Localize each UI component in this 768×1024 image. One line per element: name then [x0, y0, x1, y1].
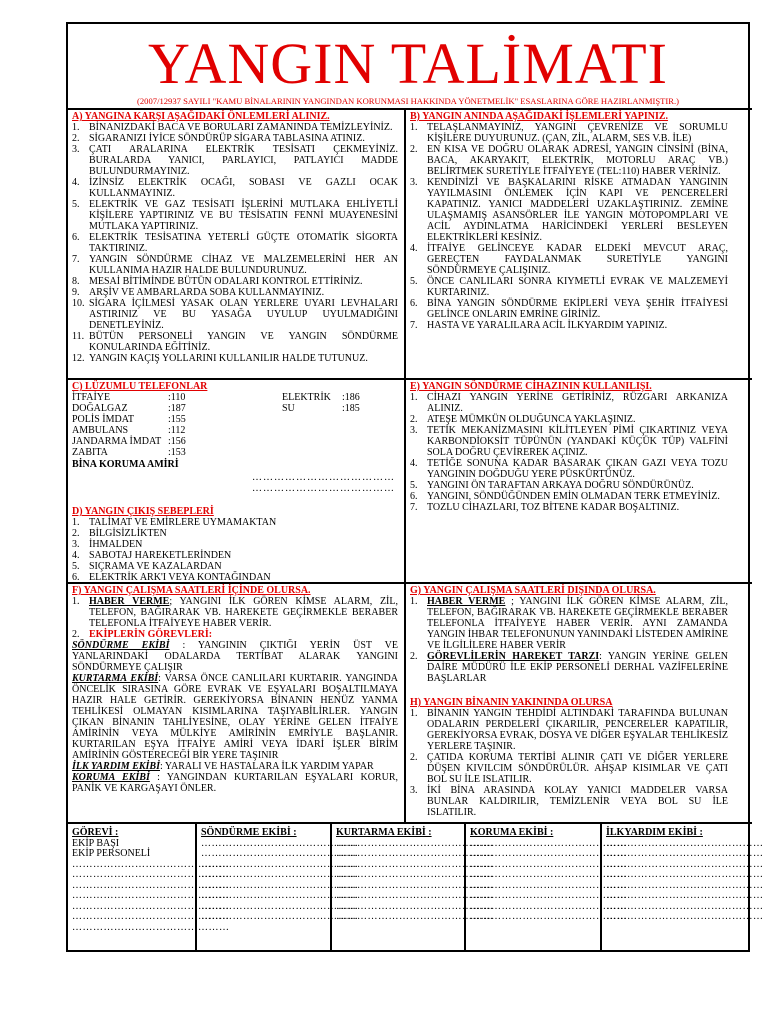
section-f — [72, 585, 398, 821]
phone-row — [72, 447, 282, 458]
list-item-number: 7. — [410, 502, 418, 513]
list-item-text: TETİĞE SONUNA KADAR BASARAK ÇIKAN GAZI VEYA TOZU YANGININ DOĞDUĞU YERE PÜSKÜRTÜNÜZ. — [427, 458, 728, 480]
list-item — [72, 353, 398, 364]
list-item-number: 3. — [72, 539, 80, 550]
list-item — [410, 177, 728, 243]
divider-center — [404, 108, 406, 822]
list-item-number: 11. — [72, 331, 85, 342]
phone-number: :110 — [168, 392, 186, 403]
list-item — [410, 144, 728, 177]
list-item-text: SABOTAJ HAREKETLERİNDEN — [89, 550, 232, 561]
list-item — [72, 232, 398, 254]
dot-line: ……………………………………… — [470, 869, 628, 880]
dot-line: ……………………………………… — [606, 869, 764, 880]
list-item: 1. HABER VERME; YANGINI İLK GÖREN KİMSE ALARM, ZİL, TELEFON, BAĞIRARAK VB. HAREKETE GEÇİRMEKLE BERABER TELEFONLA İTFAİYEYE HABER VERİR. — [72, 596, 398, 629]
list-item — [410, 414, 728, 425]
list-item-number: 1. — [410, 392, 418, 403]
phone-number: :156 — [168, 436, 186, 447]
phone-name: JANDARMA İMDAT — [72, 436, 162, 447]
dot-line: ……………………………………… — [72, 911, 230, 922]
footer-gorevi-header: GÖREVİ : — [72, 827, 119, 838]
hareket-tarzi-text: : YANGIN YERİNE GELEN DAİRE MÜDÜRÜ İLE EKİP PERSONELİ DERHAL VAZİFELERİNE BAŞLARLAR — [427, 651, 728, 684]
section-b-heading: B) YANGIN ANINDA AŞAĞIDAKİ İŞLEMLERİ YAPINIZ. — [410, 111, 669, 122]
list-item-number: 3. — [410, 177, 418, 188]
divider-row2 — [68, 378, 752, 380]
list-item-text: SİGARANIZI İYİCE SÖNDÜRÜP SİGARA TABLASINA ATINIZ. — [89, 133, 365, 144]
list-item — [72, 539, 398, 550]
dot-line: ……………………………………… — [606, 879, 764, 891]
sondurme-ekibi-paragraph — [72, 640, 398, 673]
list-item-number: 5. — [410, 276, 418, 287]
list-item — [410, 458, 728, 480]
footer-col-koruma — [470, 827, 628, 923]
dot-line: ……………………………………… — [72, 869, 230, 880]
dot-line: ……………………………………… — [201, 858, 359, 870]
list-item-text: İHMALDEN — [89, 539, 143, 550]
dot-line: ……………………………………… — [201, 900, 359, 912]
phone-number: :186 — [342, 392, 360, 403]
haber-verme-text: ; YANGINI İLK GÖREN KİMSE ALARM, ZİL, TELEFON, BAĞIRARAK VB. HAREKETE GEÇİRMEKLE BERABER TELEFONLA İTFAİYEYE HABER VERİR. — [89, 596, 398, 629]
section-h — [410, 697, 728, 821]
phone-row — [72, 436, 282, 447]
list-item — [410, 480, 728, 491]
building-security-chief-label: BİNA KORUMA AMİRİ — [72, 459, 179, 470]
dot-line: ……………………………………… — [201, 879, 359, 891]
dot-line: ……………………………………… — [336, 911, 494, 922]
section-d — [72, 506, 398, 581]
list-item-number: 4. — [410, 243, 418, 254]
list-item-text: TALİMAT VE EMİRLERE UYMAMAKTAN — [89, 517, 277, 528]
list-item — [72, 287, 398, 298]
phone-name: POLİS İMDAT — [72, 414, 134, 425]
list-item — [72, 254, 398, 276]
list-item: 2. GÖREVLİLERİN HAREKET TARZI: YANGIN YERİNE GELEN DAİRE MÜDÜRÜ İLE EKİP PERSONELİ DERHAL VAZİFELERİNE BAŞLARLAR — [410, 651, 728, 684]
hareket-tarzi-label: GÖREVLİLERİN HAREKET TARZI — [427, 651, 600, 662]
phone-number: :155 — [168, 414, 186, 425]
section-b — [410, 111, 728, 377]
list-item-number: 4. — [72, 550, 80, 561]
kurtarma-ekibi-text: : VARSA ÖNCE CANLILARI KURTARIR. YANGINDA ÖNCELİK SIRASINA GÖRE EVRAK VE EŞYALARI BOŞALTILMAYA HAZIR HALE GETİRİR. GEREKİYORSA BİNANIN HENÜZ YANMA TEHLİKESİ OLMAYAN KISIMLARINA TAŞIYABİLİRLER. YANGIN ÇIKAN BİNANIN TAHLİYESİNE, OLAY YERİNE GELEN İTFAİYE AMİRİNİN VEYA MÜLKİYE AMİRİNİN EMRİYLE BAŞLANIR. KURTARILAN EŞYA İTFAİYE AMİRİ VEYA İDARİ İŞLER BİRİM AMİRİNİN GÖSTERECEĞİ BİR YERE TAŞINIR — [72, 673, 398, 761]
list-item: 2. EKİPLERİN GÖREVLERİ: — [72, 629, 213, 640]
list-item — [72, 133, 398, 144]
list-item-number: 6. — [72, 572, 80, 583]
list-item — [410, 708, 728, 752]
list-item-number: 8. — [72, 276, 80, 287]
phone-name: AMBULANS — [72, 425, 129, 436]
section-c — [72, 381, 398, 496]
list-item-text: İZİNSİZ ELEKTRİK OCAĞI, SOBASI VE GAZLI OCAK KULLANMAYINIZ. — [89, 177, 398, 199]
list-item-number: 5. — [410, 480, 418, 491]
section-e-heading: E) YANGIN SÖNDÜRME CİHAZININ KULLANILIŞI. — [410, 381, 652, 392]
list-item — [72, 298, 398, 331]
dot-line: ……………………………………… — [606, 890, 764, 901]
section-d-list — [72, 517, 398, 583]
section-h-list — [410, 708, 728, 818]
list-item-number: 3. — [72, 144, 80, 155]
list-item — [72, 177, 398, 199]
section-g — [410, 585, 728, 695]
dot-line: ……………………………………… — [336, 837, 494, 849]
phone-row — [72, 414, 282, 425]
section-f-heading: F) YANGIN ÇALIŞMA SAATLERİ İÇİNDE OLURSA. — [72, 585, 311, 596]
ilkyardim-ekibi-paragraph — [72, 761, 398, 772]
dot-line: ……………………………………… — [606, 858, 764, 870]
dot-line: ……………………………………… — [201, 848, 359, 859]
dot-line: ……………………………………… — [336, 858, 494, 870]
section-g-list — [410, 596, 728, 684]
dot-line: ……………………………………… — [606, 837, 764, 849]
list-item-text: BİNANIZDAKİ BACA VE BORULARI ZAMANINDA TEMİZLEYİNİZ. — [89, 122, 393, 133]
dot-line: ……………………………………… — [72, 921, 230, 933]
list-item-text: YANGINI ÖN TARAFTAN ARKAYA DOĞRU SÖNDÜRÜNÜZ. — [427, 480, 694, 491]
list-item — [72, 122, 398, 133]
koruma-ekibi-label: KORUMA EKİBİ — [72, 772, 150, 783]
section-d-heading: D) YANGIN ÇIKIŞ SEBEPLERİ — [72, 506, 214, 517]
list-item-text: İTFAİYE GELİNCEYE KADAR ELDEKİ MEVCUT ARAÇ, GEREÇTEN FAYDALANMAK SURETİYLE YANGINI SÖNDÜRMEYE ÇALIŞINIZ. — [427, 243, 728, 276]
list-item-text: BİNANIN YANGIN TEHDİDİ ALTINDAKİ TARAFINDA BULUNAN ODALARIN PERDELERİ ÇIKARILIR, PENCERELER KAPATILIR, GEREKİYORSA EVRAK, DOSYA VE DİĞER EŞYALAR TEHLİKESİZ YERLERE TAŞINIR. — [427, 708, 728, 752]
dot-line: ……………………………………… — [470, 879, 628, 891]
list-item-text: MESAİ BİTİMİNDE BÜTÜN ODALARI KONTROL ETTİRİNİZ. — [89, 276, 363, 287]
list-item-text: ÇATI ARALARINA ELEKTRİK TESİSATI ÇEKMEYİNİZ. BURALARDA YANICI, PARLAYICI, PATLAYICI MADDE BULUNDURMAYINIZ. — [89, 144, 398, 177]
dot-line: ……………………………………… — [201, 869, 359, 880]
dot-line: ……………………………………… — [72, 858, 230, 870]
list-item-text: YANGIN KAÇIŞ YOLLARINI KULLANILIR HALDE TUTUNUZ. — [89, 353, 368, 364]
list-item — [410, 276, 728, 298]
list-item — [410, 752, 728, 785]
list-item — [72, 144, 398, 177]
security-chief-line-2: ………………………………… — [252, 483, 395, 494]
list-item-text: CİHAZI YANGIN YERİNE GETİRİNİZ, RÜZGARI ARKANIZA ALINIZ. — [427, 392, 728, 414]
instruction-sheet — [66, 22, 764, 952]
footer-kurtarma-header: KURTARMA EKİBİ : — [336, 827, 432, 838]
haber-verme-label: HABER VERME — [89, 596, 170, 607]
security-chief-line-1: ………………………………… — [252, 472, 395, 483]
dot-line: ……………………………………… — [336, 869, 494, 880]
list-item — [410, 502, 728, 513]
dot-line: ……………………………………… — [201, 837, 359, 849]
list-item-number: 2. — [410, 144, 418, 155]
list-item-text: ELEKTRİK TESİSATINA YETERLİ GÜÇTE OTOMATİK SİGORTA TAKTIRINIZ. — [89, 232, 398, 254]
footer-koruma-header: KORUMA EKİBİ : — [470, 827, 554, 838]
list-item — [72, 331, 398, 353]
dot-line: ……………………………………… — [336, 900, 494, 912]
list-item-text: ELEKTRİK VE GAZ TESİSATI İŞLERİNİ MUTLAKA EHLİYETLİ KİŞİLERE YAPTIRINIZ VE BU TESİSATIN FENNİ MUAYENESİNİ MUTLAKA YAPTIRINIZ. — [89, 199, 398, 232]
page-title: YANGIN TALİMATI — [148, 31, 668, 96]
list-item-number: 6. — [410, 491, 418, 502]
phone-list-right — [282, 392, 360, 458]
section-a-heading: A) YANGINA KARŞI AŞAĞIDAKİ ÖNLEMLERİ ALINIZ. — [72, 111, 330, 122]
list-item — [72, 550, 398, 561]
dot-line: ……………………………………… — [470, 848, 628, 859]
list-item — [410, 392, 728, 414]
list-item — [410, 298, 728, 320]
list-item-number: 1. — [410, 708, 418, 719]
list-item-text: ÖNCE CANLILARI SONRA KIYMETLİ EVRAK VE MALZEMEYİ KURTARINIZ. — [427, 276, 728, 298]
footer-col-gorevi — [72, 827, 230, 933]
list-item-text: HASTA VE YARALILARA ACİL İLKYARDIM YAPINIZ. — [427, 320, 668, 331]
list-item-number: 4. — [72, 177, 80, 188]
list-item-text: YANGINI, SÖNDÜĞÜNDEN EMİN OLMADAN TERK ETMEYİNİZ. — [427, 491, 720, 502]
list-item-number: 6. — [410, 298, 418, 309]
list-item-text: BÜTÜN PERSONELİ YANGIN VE YANGIN SÖNDÜRME KONULARINDA EĞİTİNİZ. — [89, 331, 398, 353]
list-item-text: TETİK MEKANİZMASINI KİLİTLEYEN PİMİ ÇIKARTINIZ VEYA KARBONDİOKSİT TÜPÜNÜN (YANDAKİ KÜÇÜK TÜP) VALFİNİ SOLA DOĞRU ÇEVİREREK AÇINIZ. — [427, 425, 728, 458]
sondurme-ekibi-text: : YANGININ ÇIKTIĞI YERİN ÜST VE YANLARINDAKİ ODALARDA TERTİBAT ALARAK YANGINI SÖNDÜRMEYE ÇALIŞIR — [72, 640, 398, 673]
sondurme-ekibi-label: SÖNDÜRME EKİBİ — [72, 640, 170, 651]
page-subtitle: (2007/12937 SAYILI "KAMU BİNALARININ YANGINDAN KORUNMASI HAKKINDA YÖNETMELİK" ESASLARINA GÖRE HAZIRLANMIŞTIR.) — [137, 96, 679, 106]
phone-name: İTFAİYE — [72, 392, 111, 403]
section-e — [410, 381, 728, 581]
koruma-ekibi-text: : YANGINDAN KURTARILAN EŞYALARI KORUR, PANİK VE KARGAŞAYI ÖNLER. — [72, 772, 398, 794]
list-item-number: 2. — [410, 752, 418, 763]
dot-line: ……………………………………… — [470, 911, 628, 922]
dot-line: ……………………………………… — [72, 879, 230, 891]
list-item-number: 7. — [72, 254, 80, 265]
list-item-number: 2. — [72, 133, 80, 144]
dot-line: ……………………………………… — [470, 900, 628, 912]
phone-name: ELEKTRİK — [282, 392, 331, 403]
section-b-list — [410, 122, 728, 331]
list-item — [72, 561, 398, 572]
phone-number: :153 — [168, 447, 186, 458]
phone-list — [72, 392, 398, 458]
dot-line: ……………………………………… — [201, 890, 359, 901]
list-item-text: TOZLU CİHAZLARI, TOZ BİTENE KADAR BOŞALTINIZ. — [427, 502, 680, 513]
phone-name: DOĞALGAZ — [72, 403, 128, 414]
phone-row — [72, 403, 282, 414]
footer-sondurme-header: SÖNDÜRME EKİBİ : — [201, 827, 297, 838]
footer-col-ilkyardim — [606, 827, 764, 923]
list-item-number: 12. — [72, 353, 85, 364]
phone-name: ZABITA — [72, 447, 108, 458]
section-c-heading: C) LÜZUMLU TELEFONLAR — [72, 381, 208, 392]
dot-line: ……………………………………… — [606, 911, 764, 922]
haber-verme-label: HABER VERME — [427, 596, 506, 607]
list-item-number: 3. — [410, 425, 418, 436]
list-item-number: 10. — [72, 298, 85, 309]
dot-line: ……………………………………… — [72, 890, 230, 901]
phone-name: SU — [282, 403, 295, 414]
dot-line: ……………………………………… — [336, 879, 494, 891]
list-item-number: 3. — [410, 785, 418, 796]
dot-line: ……………………………………… — [470, 890, 628, 901]
phone-row — [282, 392, 360, 403]
list-item-text: YANGIN SÖNDÜRME CİHAZ VE MALZEMELERİNİ HER AN KULLANIMA HAZIR HALDE BULUNDURUNUZ. — [89, 254, 398, 276]
list-item — [410, 425, 728, 458]
list-item-number: 1. — [410, 122, 418, 133]
divider-footer — [68, 822, 752, 824]
list-item-text: SİGARA İÇİLMESİ YASAK OLAN YERLERE UYARI LEVHALARI ASTIRINIZ VE BU YASAĞA UYULUP UYULMADIĞINI DENETLEYİNİZ. — [89, 298, 398, 331]
kurtarma-ekibi-label: KURTARMA EKİBİ — [72, 673, 159, 684]
list-item-number: 9. — [72, 287, 80, 298]
list-item-text: ÇATIDA KORUMA TERTİBİ ALINIR ÇATI VE DİĞER YERLERE DÜŞEN KIVILCIM SÖNDÜRÜLÜR. AHŞAP KISIMLAR VE ÇATI BOL SU İLE ISLATILIR. — [427, 752, 728, 785]
list-item — [410, 491, 728, 502]
dot-line: ……………………………………… — [470, 837, 628, 849]
list-item — [72, 572, 398, 583]
dot-line: ……………………………………… — [470, 858, 628, 870]
list-item-text: ELEKTRİK ARK'I VEYA KONTAĞINDAN — [89, 572, 271, 583]
footer-ilkyardim-header: İLKYARDIM EKİBİ : — [606, 827, 703, 838]
list-item-text: KENDİNİZİ VE BAŞKALARINI RİSKE ATMADAN YANGININ YAYILMASINI ÖNLEMEK İÇİN KAPI VE PENCERELERİ KAPATINIZ. YANICI MADDELERİ UZAKLAŞTIRINIZ. ZEMİNE ULAŞMAMIŞ ASANSÖRLER İLE YANGIN MOTOPOMPLARI VE ACİL AYDINLATMA HARİCİNDEKİ YERLERİ BESLEYEN ELEKTRİKLERİ KESİNİZ. — [427, 177, 728, 243]
list-item-text: İKİ BİNA ARASINDA KOLAY YANICI MADDELER VARSA BUNLAR KALDIRILIR, TEMİZLENİR VEYA BOL SU İLE ISLATILIR. — [427, 785, 728, 818]
footer-col-kurtarma — [336, 827, 494, 923]
list-item-text: BİLGİSİZLİKTEN — [89, 528, 167, 539]
list-item — [410, 320, 728, 331]
phone-number: :187 — [168, 403, 186, 414]
dot-line: ……………………………………… — [336, 890, 494, 901]
list-item-number: 4. — [410, 458, 418, 469]
phone-row — [282, 403, 360, 414]
dot-line: ……………………………………… — [72, 900, 230, 912]
list-item-number: 5. — [72, 561, 80, 572]
phone-list-left — [72, 392, 282, 458]
list-item-number: 2. — [410, 414, 418, 425]
divider-top — [68, 108, 752, 110]
dot-line: ……………………………………… — [606, 848, 764, 859]
list-item — [72, 199, 398, 232]
list-item-text: BİNA YANGIN SÖNDÜRME EKİPLERİ VEYA ŞEHİR İTFAİYESİ GELİNCE ONLARIN EMRİNE GİRİNİZ. — [427, 298, 728, 320]
section-a — [72, 111, 398, 377]
list-item — [72, 528, 398, 539]
section-h-heading: H) YANGIN BİNANIN YAKININDA OLURSA — [410, 697, 613, 708]
list-item — [72, 276, 398, 287]
list-item-number: 7. — [410, 320, 418, 331]
list-item-number: 5. — [72, 199, 80, 210]
section-f-list — [72, 596, 398, 640]
phone-number: :185 — [342, 403, 360, 414]
phone-row — [72, 425, 282, 436]
list-item-text: EN KISA VE DOĞRU OLARAK ADRESİ, YANGIN CİNSİNİ (BİNA, BACA, AKARYAKIT, ELEKTRİK, MOTORLU ARAÇ VB.) BELİRTMEK SURETİYLE İTFAİYEYE (TEL:110) HABER VERİNİZ. — [427, 144, 728, 177]
list-item-text: ATEŞE MÜMKÜN OLDUĞUNCA YAKLAŞINIZ. — [427, 414, 636, 425]
list-item-text: ARŞİV VE AMBARLARDA SOBA KULLANMAYINIZ. — [89, 287, 325, 298]
list-item — [410, 122, 728, 144]
ekip-gorevleri-label: EKİPLERİN GÖREVLERİ: — [89, 629, 213, 640]
ilkyardim-ekibi-label: İLK YARDIM EKİBİ — [72, 761, 160, 772]
list-item-text: SIÇRAMA VE KAZALARDAN — [89, 561, 222, 572]
list-item — [72, 517, 398, 528]
ekip-personeli-label: EKİP PERSONELİ — [72, 848, 151, 859]
list-item-text: TELAŞLANMAYINIZ, YANGINI ÇEVRENİZE VE SORUMLU KİŞİLERE DUYURUNUZ. (ÇAN, ZİL, ALARM, SES V.B. İLE) — [427, 122, 728, 144]
ekip-basi-label: EKİP BAŞI — [72, 837, 120, 849]
list-item-number: 2. — [72, 528, 80, 539]
list-item: 1. HABER VERME ; YANGINI İLK GÖREN KİMSE ALARM, ZİL, TELEFON, BAĞIRARAK VB. HAREKETE GEÇİRMEKLE BERABER TELEFONLA İTFAİYEYE HABER VERİR. AYNI ZAMANDA YANGIN İHBAR TELEFONUNUN YANINDAKİ LİSTEDEN AMİRİNE VE İLGİLİLERE HABER VERİR — [410, 596, 728, 651]
dot-line: ……………………………………… — [336, 848, 494, 859]
section-a-list — [72, 122, 398, 364]
list-item — [410, 785, 728, 818]
dot-line: ……………………………………… — [606, 900, 764, 912]
list-item-number: 1. — [72, 122, 80, 133]
section-g-heading: G) YANGIN ÇALIŞMA SAATLERİ DIŞINDA OLURSA. — [410, 585, 656, 596]
phone-row — [72, 392, 282, 403]
haber-verme-text: ; YANGINI İLK GÖREN KİMSE ALARM, ZİL, TELEFON, BAĞIRARAK VB. HAREKETE GEÇİRMEKLE BERABER TELEFONLA İTFAİYEYE HABER VERİR. AYNI ZAMANDA YANGIN İHBAR TELEFONUNUN YANINDAKİ LİSTEDEN AMİRİNE VE İLGİLİLERE HABER VERİR — [427, 596, 728, 651]
dot-line: ……………………………………… — [201, 911, 359, 922]
footer-col-sondurme — [201, 827, 359, 923]
kurtarma-ekibi-paragraph — [72, 673, 398, 761]
ilkyardim-ekibi-text: : YARALI VE HASTALARA İLK YARDIM YAPAR — [160, 761, 374, 772]
section-e-list — [410, 392, 728, 513]
list-item-number: 6. — [72, 232, 80, 243]
list-item — [410, 243, 728, 276]
phone-number: :112 — [168, 425, 186, 436]
list-item-number: 1. — [72, 517, 80, 528]
koruma-ekibi-paragraph — [72, 772, 398, 794]
